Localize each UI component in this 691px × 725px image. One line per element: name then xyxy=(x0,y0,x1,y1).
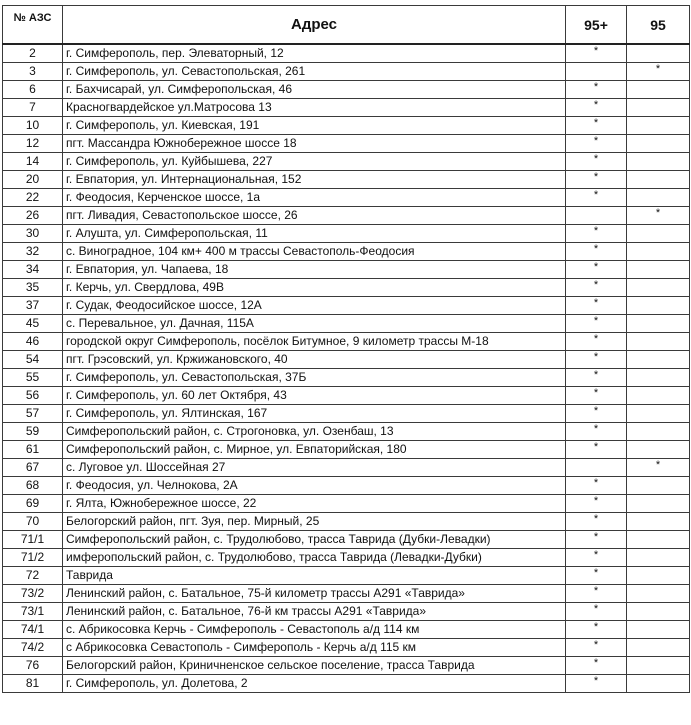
cell-fuel-95[interactable] xyxy=(627,153,690,171)
cell-station-number[interactable]: 61 xyxy=(3,441,63,459)
cell-fuel-95[interactable] xyxy=(627,513,690,531)
cell-fuel-95[interactable] xyxy=(627,171,690,189)
cell-address[interactable]: г. Симферополь, ул. 60 лет Октября, 43 xyxy=(63,387,566,405)
cell-fuel-95[interactable] xyxy=(627,369,690,387)
table-row xyxy=(3,333,690,351)
cell-fuel-95[interactable] xyxy=(627,675,690,693)
cell-fuel-95-plus[interactable]: * xyxy=(566,171,627,189)
cell-fuel-95[interactable] xyxy=(627,99,690,117)
header-address[interactable]: Адрес xyxy=(63,6,566,45)
cell-fuel-95-plus[interactable]: * xyxy=(566,81,627,99)
table-row xyxy=(3,603,690,621)
cell-fuel-95-plus[interactable] xyxy=(566,63,627,81)
cell-address[interactable]: г. Симферополь, ул. Киевская, 191 xyxy=(63,117,566,135)
cell-fuel-95[interactable] xyxy=(627,81,690,99)
cell-station-number[interactable]: 14 xyxy=(3,153,63,171)
table-row xyxy=(3,513,690,531)
cell-address[interactable]: г. Феодосия, Керченское шоссе, 1а xyxy=(63,189,566,207)
cell-fuel-95-plus[interactable]: * xyxy=(566,44,627,63)
cell-fuel-95[interactable] xyxy=(627,243,690,261)
cell-fuel-95[interactable] xyxy=(627,117,690,135)
cell-fuel-95-plus[interactable] xyxy=(566,207,627,225)
cell-fuel-95-plus[interactable]: * xyxy=(566,135,627,153)
cell-station-number[interactable]: 74/2 xyxy=(3,639,63,657)
cell-station-number[interactable]: 12 xyxy=(3,135,63,153)
table-row xyxy=(3,477,690,495)
cell-fuel-95-plus[interactable]: * xyxy=(566,117,627,135)
table-row xyxy=(3,567,690,585)
cell-address[interactable]: Белогорский район, пгт. Зуя, пер. Мирный, 25 xyxy=(63,513,566,531)
cell-station-number[interactable]: 81 xyxy=(3,675,63,693)
cell-fuel-95-plus[interactable]: * xyxy=(566,531,627,549)
cell-address[interactable]: с. Абрикосовка Керчь - Симферополь - Севастополь а/д 114 км xyxy=(63,621,566,639)
table-row xyxy=(3,225,690,243)
cell-fuel-95[interactable] xyxy=(627,333,690,351)
gas-stations-table xyxy=(2,5,690,693)
cell-station-number[interactable]: 34 xyxy=(3,261,63,279)
cell-address[interactable]: Симферопольский район, с. Строгоновка, ул. Озенбаш, 13 xyxy=(63,423,566,441)
cell-station-number[interactable]: 57 xyxy=(3,405,63,423)
cell-address[interactable]: г. Керчь, ул. Свердлова, 49В xyxy=(63,279,566,297)
table-row xyxy=(3,117,690,135)
cell-fuel-95-plus[interactable]: * xyxy=(566,657,627,675)
cell-fuel-95[interactable] xyxy=(627,189,690,207)
cell-fuel-95[interactable] xyxy=(627,477,690,495)
cell-address[interactable]: Симферопольский район, с. Мирное, ул. Евпаторийская, 180 xyxy=(63,441,566,459)
cell-fuel-95[interactable] xyxy=(627,549,690,567)
table-row xyxy=(3,261,690,279)
cell-fuel-95[interactable] xyxy=(627,405,690,423)
table-row xyxy=(3,171,690,189)
table-row xyxy=(3,657,690,675)
cell-station-number[interactable]: 73/1 xyxy=(3,603,63,621)
cell-address[interactable]: пгт. Массандра Южнобережное шоссе 18 xyxy=(63,135,566,153)
table-row xyxy=(3,279,690,297)
table-row xyxy=(3,135,690,153)
table-row xyxy=(3,315,690,333)
cell-address[interactable]: г. Ялта, Южнобережное шоссе, 22 xyxy=(63,495,566,513)
cell-address[interactable]: г. Симферополь, ул. Севастопольская, 37Б xyxy=(63,369,566,387)
cell-fuel-95-plus[interactable]: * xyxy=(566,243,627,261)
table-row xyxy=(3,99,690,117)
cell-fuel-95-plus[interactable]: * xyxy=(566,99,627,117)
cell-fuel-95[interactable] xyxy=(627,639,690,657)
cell-station-number[interactable]: 54 xyxy=(3,351,63,369)
header-station-number[interactable]: № АЗС xyxy=(3,6,63,45)
table-row xyxy=(3,297,690,315)
header-fuel-95-plus[interactable]: 95+ xyxy=(566,6,627,45)
cell-fuel-95-plus[interactable]: * xyxy=(566,567,627,585)
cell-address[interactable]: пгт. Ливадия, Севастопольское шоссе, 26 xyxy=(63,207,566,225)
cell-station-number[interactable]: 46 xyxy=(3,333,63,351)
cell-fuel-95[interactable] xyxy=(627,585,690,603)
table-row xyxy=(3,153,690,171)
cell-fuel-95-plus[interactable]: * xyxy=(566,351,627,369)
cell-station-number[interactable]: 73/2 xyxy=(3,585,63,603)
cell-address[interactable]: г. Алушта, ул. Симферопольская, 11 xyxy=(63,225,566,243)
cell-fuel-95[interactable] xyxy=(627,44,690,63)
cell-address[interactable]: с. Луговое ул. Шоссейная 27 xyxy=(63,459,566,477)
cell-address[interactable]: г. Симферополь, пер. Элеваторный, 12 xyxy=(63,44,566,63)
table-row xyxy=(3,351,690,369)
cell-fuel-95-plus[interactable]: * xyxy=(566,513,627,531)
table-row xyxy=(3,387,690,405)
cell-fuel-95[interactable] xyxy=(627,135,690,153)
cell-address[interactable]: г. Симферополь, ул. Куйбышева, 227 xyxy=(63,153,566,171)
cell-station-number[interactable]: 71/1 xyxy=(3,531,63,549)
table-row xyxy=(3,369,690,387)
cell-station-number[interactable]: 20 xyxy=(3,171,63,189)
cell-address[interactable]: г. Феодосия, ул. Челнокова, 2А xyxy=(63,477,566,495)
cell-address[interactable]: Красногвардейское ул.Матросова 13 xyxy=(63,99,566,117)
cell-station-number[interactable]: 55 xyxy=(3,369,63,387)
cell-address[interactable]: с Абрикосовка Севастополь - Симферополь - Керчь а/д 115 км xyxy=(63,639,566,657)
cell-address[interactable]: с. Виноградное, 104 км+ 400 м трассы Севастополь-Феодосия xyxy=(63,243,566,261)
cell-fuel-95-plus[interactable] xyxy=(566,459,627,477)
table-row xyxy=(3,207,690,225)
table-row xyxy=(3,675,690,693)
table-row xyxy=(3,639,690,657)
cell-station-number[interactable]: 72 xyxy=(3,567,63,585)
cell-fuel-95-plus[interactable]: * xyxy=(566,369,627,387)
cell-address[interactable]: г. Симферополь, ул. Ялтинская, 167 xyxy=(63,405,566,423)
cell-address[interactable]: имферопольский район, с. Трудолюбово, трасса Таврида (Левадки-Дубки) xyxy=(63,549,566,567)
cell-station-number[interactable]: 10 xyxy=(3,117,63,135)
cell-fuel-95[interactable] xyxy=(627,657,690,675)
cell-station-number[interactable]: 67 xyxy=(3,459,63,477)
table-row xyxy=(3,81,690,99)
cell-fuel-95[interactable] xyxy=(627,279,690,297)
cell-address[interactable]: Таврида xyxy=(63,567,566,585)
cell-station-number[interactable]: 32 xyxy=(3,243,63,261)
cell-fuel-95[interactable]: * xyxy=(627,63,690,81)
cell-fuel-95[interactable] xyxy=(627,621,690,639)
table-row xyxy=(3,63,690,81)
cell-station-number[interactable]: 35 xyxy=(3,279,63,297)
cell-fuel-95-plus[interactable]: * xyxy=(566,477,627,495)
cell-fuel-95[interactable] xyxy=(627,531,690,549)
cell-fuel-95-plus[interactable]: * xyxy=(566,279,627,297)
cell-address[interactable]: Белогорский район, Криничненское сельское поселение, трасса Таврида xyxy=(63,657,566,675)
cell-fuel-95-plus[interactable]: * xyxy=(566,405,627,423)
cell-station-number[interactable]: 69 xyxy=(3,495,63,513)
cell-fuel-95[interactable] xyxy=(627,567,690,585)
cell-fuel-95[interactable] xyxy=(627,495,690,513)
cell-station-number[interactable]: 70 xyxy=(3,513,63,531)
cell-station-number[interactable]: 45 xyxy=(3,315,63,333)
table-row xyxy=(3,423,690,441)
cell-address[interactable]: Симферопольский район, с. Трудолюбово, трасса Таврида (Дубки-Левадки) xyxy=(63,531,566,549)
cell-address[interactable]: г. Евпатория, ул. Интернациональная, 152 xyxy=(63,171,566,189)
cell-fuel-95[interactable] xyxy=(627,441,690,459)
cell-fuel-95-plus[interactable]: * xyxy=(566,297,627,315)
cell-fuel-95[interactable] xyxy=(627,261,690,279)
cell-fuel-95[interactable]: * xyxy=(627,459,690,477)
cell-fuel-95-plus[interactable]: * xyxy=(566,333,627,351)
cell-station-number[interactable]: 76 xyxy=(3,657,63,675)
cell-station-number[interactable]: 2 xyxy=(3,44,63,63)
table-row xyxy=(3,621,690,639)
cell-fuel-95[interactable] xyxy=(627,423,690,441)
table-row xyxy=(3,459,690,477)
cell-fuel-95-plus[interactable]: * xyxy=(566,621,627,639)
table-header-row xyxy=(3,6,690,45)
cell-fuel-95-plus[interactable]: * xyxy=(566,153,627,171)
cell-fuel-95[interactable] xyxy=(627,351,690,369)
cell-address[interactable]: г. Симферополь, ул. Севастопольская, 261 xyxy=(63,63,566,81)
cell-address[interactable]: Ленинский район, с. Батальное, 75-й километр трассы А291 «Таврида» xyxy=(63,585,566,603)
cell-station-number[interactable]: 68 xyxy=(3,477,63,495)
cell-fuel-95-plus[interactable]: * xyxy=(566,603,627,621)
table-row xyxy=(3,189,690,207)
cell-fuel-95-plus[interactable]: * xyxy=(566,441,627,459)
cell-station-number[interactable]: 26 xyxy=(3,207,63,225)
cell-fuel-95-plus[interactable]: * xyxy=(566,261,627,279)
cell-station-number[interactable]: 22 xyxy=(3,189,63,207)
cell-fuel-95-plus[interactable]: * xyxy=(566,315,627,333)
cell-station-number[interactable]: 56 xyxy=(3,387,63,405)
cell-address[interactable]: с. Перевальное, ул. Дачная, 115А xyxy=(63,315,566,333)
table-row xyxy=(3,495,690,513)
cell-address[interactable]: г. Евпатория, ул. Чапаева, 18 xyxy=(63,261,566,279)
table-row xyxy=(3,585,690,603)
cell-fuel-95[interactable]: * xyxy=(627,207,690,225)
table-row xyxy=(3,531,690,549)
cell-fuel-95[interactable] xyxy=(627,603,690,621)
cell-fuel-95-plus[interactable]: * xyxy=(566,549,627,567)
cell-fuel-95-plus[interactable]: * xyxy=(566,189,627,207)
cell-fuel-95[interactable] xyxy=(627,225,690,243)
table-row xyxy=(3,243,690,261)
cell-address[interactable]: г. Судак, Феодосийское шоссе, 12А xyxy=(63,297,566,315)
cell-address[interactable]: г. Симферополь, ул. Долетова, 2 xyxy=(63,675,566,693)
cell-station-number[interactable]: 74/1 xyxy=(3,621,63,639)
cell-fuel-95-plus[interactable]: * xyxy=(566,387,627,405)
cell-station-number[interactable]: 59 xyxy=(3,423,63,441)
table-row xyxy=(3,44,690,63)
cell-fuel-95-plus[interactable]: * xyxy=(566,585,627,603)
cell-address[interactable]: городской округ Симферополь, посёлок Битумное, 9 километр трассы М-18 xyxy=(63,333,566,351)
cell-fuel-95[interactable] xyxy=(627,315,690,333)
cell-station-number[interactable]: 37 xyxy=(3,297,63,315)
cell-station-number[interactable]: 7 xyxy=(3,99,63,117)
cell-station-number[interactable]: 3 xyxy=(3,63,63,81)
cell-fuel-95-plus[interactable]: * xyxy=(566,639,627,657)
cell-station-number[interactable]: 71/2 xyxy=(3,549,63,567)
cell-fuel-95-plus[interactable]: * xyxy=(566,675,627,693)
cell-fuel-95[interactable] xyxy=(627,297,690,315)
cell-fuel-95-plus[interactable]: * xyxy=(566,495,627,513)
header-fuel-95[interactable]: 95 xyxy=(627,6,690,45)
cell-address[interactable]: пгт. Грэсовский, ул. Кржижановского, 40 xyxy=(63,351,566,369)
table-row xyxy=(3,441,690,459)
cell-fuel-95-plus[interactable]: * xyxy=(566,423,627,441)
table-row xyxy=(3,549,690,567)
table-row xyxy=(3,405,690,423)
cell-fuel-95-plus[interactable]: * xyxy=(566,225,627,243)
cell-address[interactable]: г. Бахчисарай, ул. Симферопольская, 46 xyxy=(63,81,566,99)
cell-station-number[interactable]: 6 xyxy=(3,81,63,99)
table-body xyxy=(3,44,690,693)
cell-address[interactable]: Ленинский район, с. Батальное, 76-й км трассы А291 «Таврида» xyxy=(63,603,566,621)
cell-station-number[interactable]: 30 xyxy=(3,225,63,243)
cell-fuel-95[interactable] xyxy=(627,387,690,405)
